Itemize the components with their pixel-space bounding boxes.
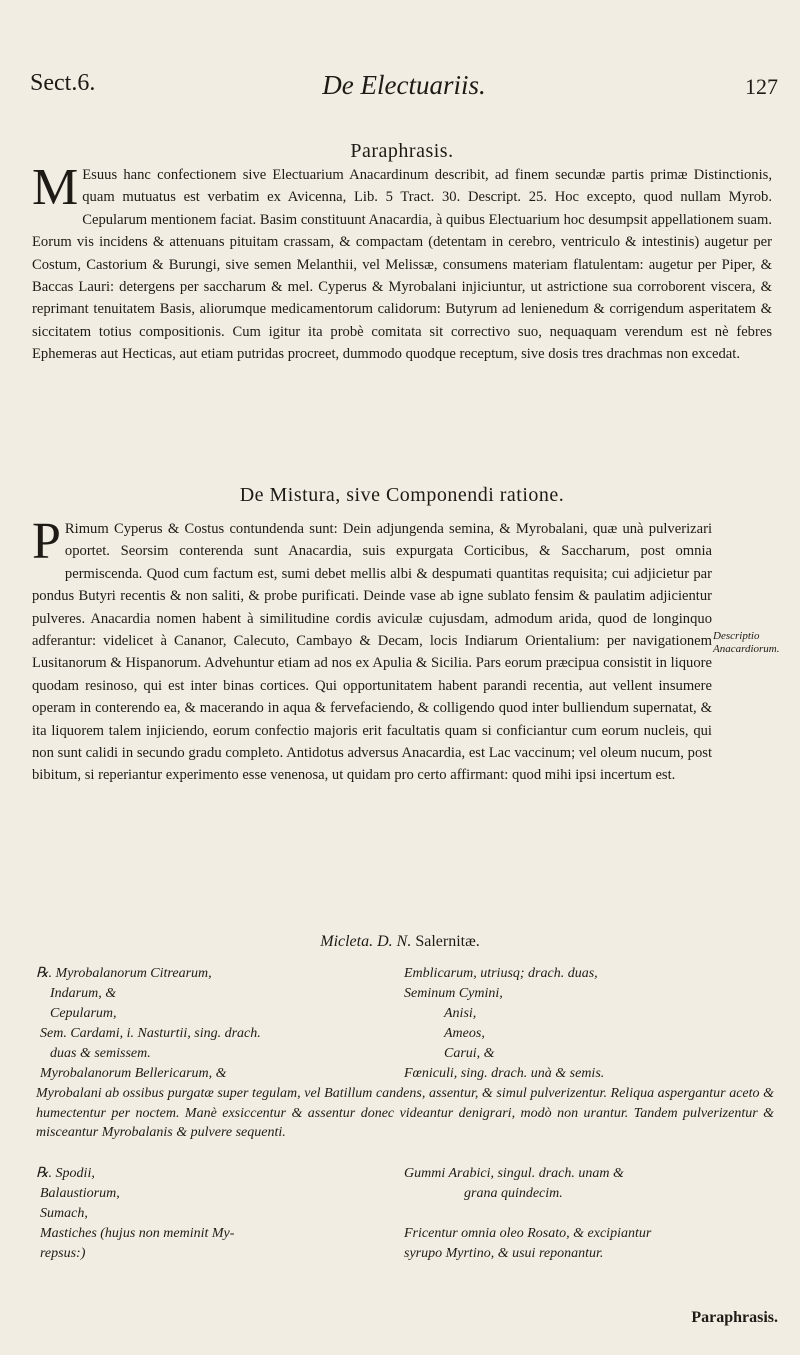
section-number: Sect.6. <box>30 70 96 96</box>
recipe2-left-line: Mastiches (hujus non meminit My- <box>40 1226 235 1241</box>
recipe-left-line: Cepularum, <box>50 1006 117 1021</box>
recipe-right-line: Ameos, <box>444 1026 485 1041</box>
recipe-right-line: Fœniculi, sing. drach. unà & semis. <box>404 1066 605 1081</box>
running-title: De Electuariis. <box>322 70 486 100</box>
recipe2-left-line: repsus:) <box>40 1246 86 1261</box>
recipe-left-line: Myrobalanorum Bellericarum, & <box>40 1066 227 1081</box>
recipe-right-line: Carui, & <box>444 1046 495 1061</box>
mistura-text: Rimum Cyperus & Costus contundenda sunt: Dein adjungenda semina, & Myrobalani, quæ unà pulverizari oportet. Seorsim conterenda sunt Anacardia, suis expurgata Corticibus, & Saccharum, post omnia permiscenda. Quod cum factum est, sumi debet mellis albi & despumati quantitas requisita; cui adjicietur par pondus Butyri recentis & non saliti, & probe purificati. Deinde vase ab igne sublato fensim & paulatim adjicientur pulveres. Anacardia nomen habent à similitudine cordis aviculæ cujusdam, admodum arida, quod de longinquo adferantur: videlicet à Cananor, Calecuto, Cambayo & Decam, locis Indiarum Orientalium: per navigationem Lusitanorum & Hispanorum. Advehuntur etiam ad nos ex Apulia & Sicilia. Pars eorum præcipua consistit in liquore quodam resinoso, qui est inter binas cortices. Qui opportunitatem habent parandi recentia, aut vellent insumere operam in conterendo ea, & macerando in aqua & fervefaciendo, & colligendo quod inter bulliendum supernatat, & ita liquorem talem injiciendo, eorum confectio majoris erit facultatis quam si conficiantur cum eorum nucleis, qui non sunt calidi in secundo gradu completo. Antidotus adversus Anacardia, est Lac vaccinum; vel oleum nucum, post bibitum, si reperiantur experimento esse venenosa, ut quidam pro certo affirmant: quod mihi ipsi incertum est. <box>32 521 712 784</box>
recipe2-right-line: Fricentur omnia oleo Rosato, & excipiantur <box>404 1226 652 1241</box>
recipe2-left-line: Sumach, <box>40 1206 88 1221</box>
paraphrasis-heading: Paraphrasis. <box>350 140 454 162</box>
catchword: Paraphrasis. <box>691 1309 778 1326</box>
page-number: 127 <box>745 74 778 99</box>
recipe-right-line: Emblicarum, utriusq; drach. duas, <box>404 966 598 981</box>
mistura-heading: De Mistura, sive Componendi ratione. <box>239 484 565 506</box>
drop-cap-m: M <box>32 159 79 216</box>
recipe2-left-line: ℞. Spodii, <box>36 1166 95 1181</box>
recipe-left-line: Sem. Cardami, i. Nasturtii, sing. drach. <box>40 1026 261 1041</box>
recipe-left-line: ℞. Myrobalanorum Citrearum, <box>36 966 212 981</box>
mistura-paragraph <box>32 513 712 787</box>
recipe-title <box>0 933 800 951</box>
running-head <box>30 70 778 110</box>
recipe-title-name: Micleta. D. N. <box>320 933 412 950</box>
recipe2-right-line: grana quindecim. <box>464 1186 563 1201</box>
paraphrasis-text: Esuus hanc confectionem sive Electuarium Anacardinum describit, ad finem secundæ partis primæ Distinctionis, quam mutuatus est verbatim ex Avicenna, Lib. 5 Tract. 30. Descript. 25. Hoc excepto, quod nullam Myrob. Cepularum mentionem faciat. Basim constituunt Anacardia, à quibus Electuarium hoc desumpsit appellationem suam. Eorum vis incidens & attenuans pituitam crassam, & compactam (detentam in cerebro, ventriculo & intestinis) augetur per Costum, Castorium & Burungi, sive semen Melanthii, vel Melissæ, consumens materiam flatulentam: augetur per Piper, & Baccas Lauri: detergens per saccharum & mel. Cyperus & Myrobalani injiciuntur, ut astrictione sua corroborent viscera, & reprimant tenuitatem Basis, aliorumque medicamentorum calidorum: Butyrum ad lenienedum & corrigendum asperitatem & siccitatem totius compositionis. Cum igitur ita probè comitata sit correctivo suo, nequaquam verendum est nè febres Ephemeras aut Hecticas, aut etiam putridas procreet, dummodo quodque receptum, sive dosis tres drachmas non excedat. <box>32 167 772 363</box>
recipe-right-line: Seminum Cymini, <box>404 986 503 1001</box>
drop-cap-p: P <box>32 513 61 570</box>
recipe-title-place: Salernitæ. <box>415 933 480 950</box>
recipe-left-line: Indarum, & <box>50 986 117 1001</box>
paraphrasis-paragraph <box>32 159 772 366</box>
recipe-instructions: Myrobalani ab ossibus purgatæ super tegulam, vel Batillum candens, assentur, & simul pulverizentur. Reliqua aspergantur aceto & humectentur per noctem. Manè exsiccentur & assentur donec videantur denigrari, modò non urantur. Tandem pulverizentur & misceantur Myrobalanis & pulvere sequenti. <box>36 1086 774 1141</box>
recipe-right-line: Anisi, <box>444 1006 477 1021</box>
margin-note: Descriptio Anacardiorum. <box>713 630 780 655</box>
recipe2-right-line: Gummi Arabici, singul. drach. unam & <box>404 1166 624 1181</box>
recipe-left-line: duas & semissem. <box>50 1046 151 1061</box>
recipe2-left-line: Balaustiorum, <box>40 1186 120 1201</box>
recipe2-right-line: syrupo Myrtino, & usui reponantur. <box>404 1246 604 1261</box>
